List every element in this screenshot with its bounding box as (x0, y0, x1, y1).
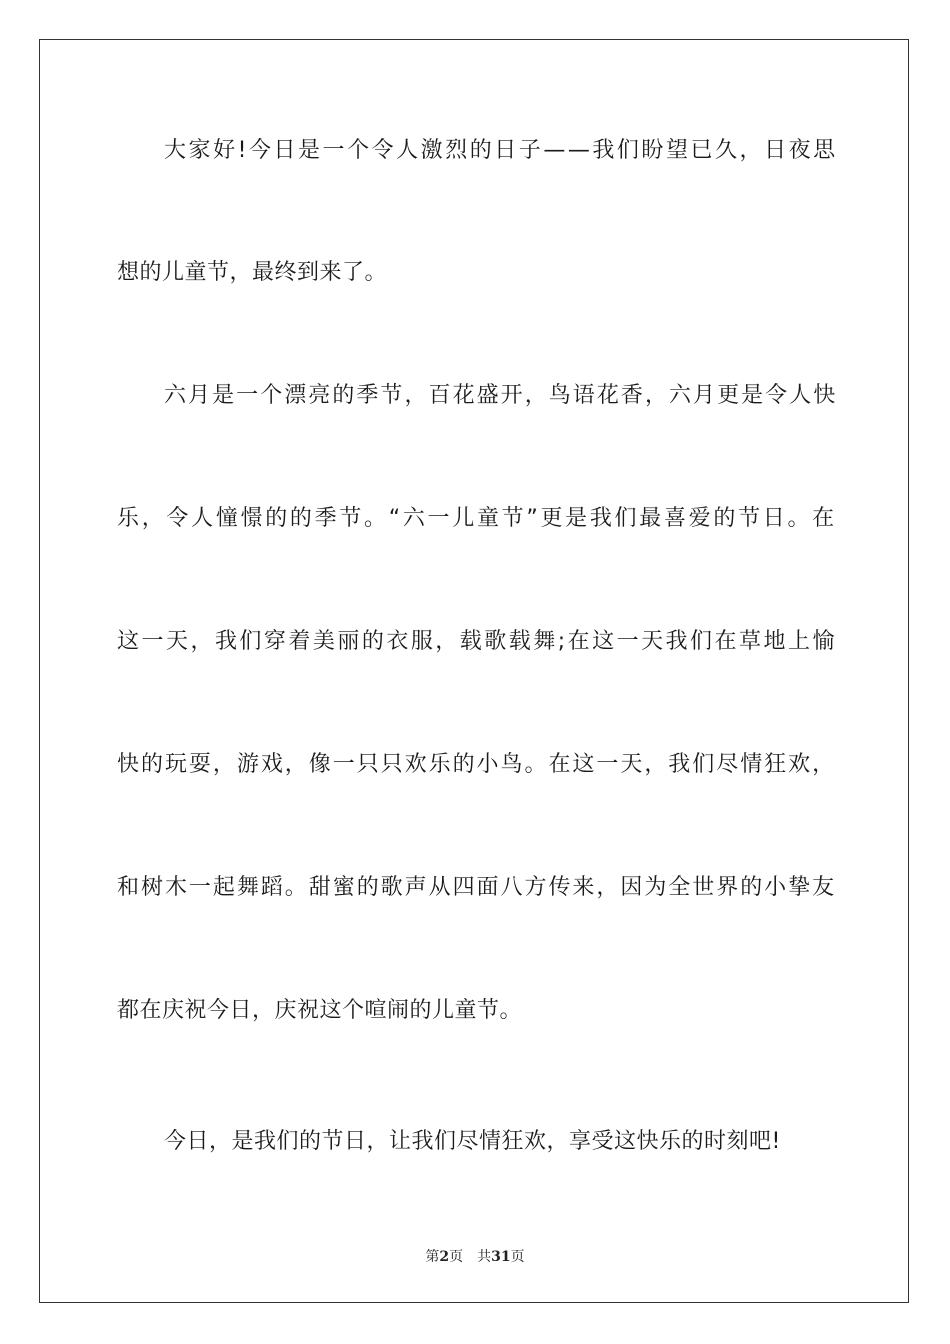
paragraph-line: 这 一 天 ， 我 们 穿 着 美 丽 的 衣 服 ， 载 歌 载 舞 ; 在 这 一 天 我 们 在 草 地 上 愉 (117, 629, 835, 654)
page-border (39, 39, 909, 1303)
paragraph-line: 大 家 好 ! 今 日 是 一 个 令 人 激 烈 的 日 子 — — 我 们 盼 望 已 久 ， 日 夜 思 (164, 138, 836, 163)
total-suffix: 页 (510, 1249, 525, 1265)
paragraph-line: 想的儿童节，最终到来了。 (117, 260, 388, 285)
paragraph-line: 快 的 玩 耍 ， 游 戏 ， 像 一 只 只 欢 乐 的 小 鸟 。 在 这 一 天 ， 我 们 尽 情 狂 欢 ， (117, 752, 835, 777)
total-prefix: 共 (477, 1249, 492, 1265)
paragraph-line: 今日，是我们的节日，让我们尽情狂欢，享受这快乐的时刻吧! (164, 1129, 781, 1154)
paragraph-line: 和 树 木 一 起 舞 蹈 。 甜 蜜 的 歌 声 从 四 面 八 方 传 来 ， 因 为 全 世 界 的 小 挚 友 (117, 875, 835, 900)
paragraph-line: 六 月 是 一 个 漂 亮 的 季 节 ， 百 花 盛 开 ， 鸟 语 花 香 ， 六 月 更 是 令 人 快 (164, 383, 836, 408)
page-footer (0, 1246, 950, 1266)
paragraph-line: 乐 ， 令 人 憧 憬 的 的 季 节 。 “ 六 一 儿 童 节 ” 更 是 我 们 最 喜 爱 的 节 日 。 在 (117, 506, 835, 531)
page-suffix: 页 (449, 1249, 464, 1265)
total-pages: 31 (491, 1249, 511, 1265)
page-number: 2 (439, 1249, 450, 1265)
page-prefix: 第 (425, 1249, 440, 1265)
paragraph-line: 都在庆祝今日，庆祝这个喧闹的儿童节。 (117, 998, 523, 1023)
